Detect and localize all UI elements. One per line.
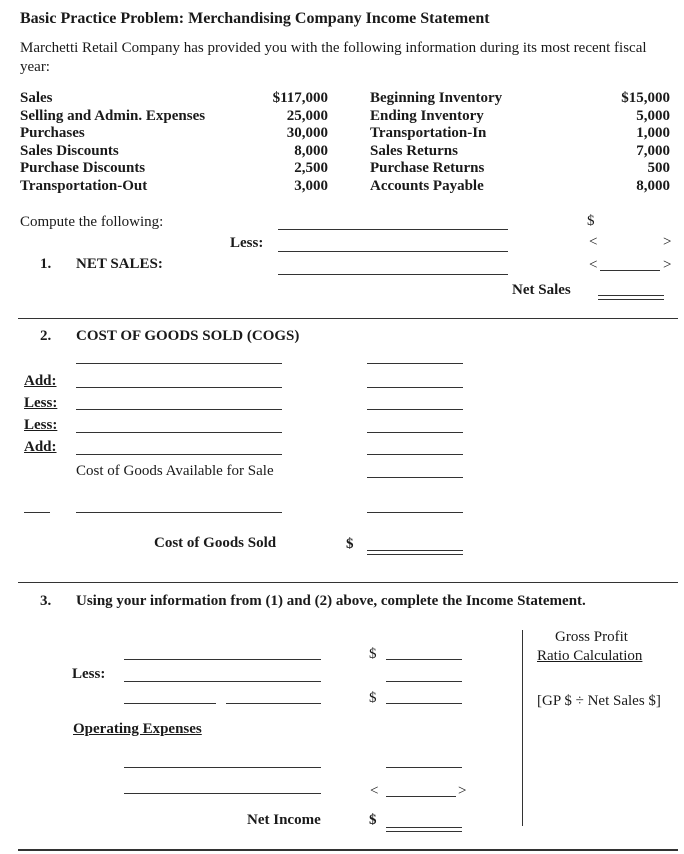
cogs-label-line[interactable]: [76, 409, 282, 410]
item-label: Purchases: [20, 125, 85, 141]
net-income-label: Net Income: [247, 812, 321, 828]
gt-bracket: >: [663, 234, 672, 250]
item-label: Ending Inventory: [370, 107, 484, 124]
section-title: NET SALES:: [76, 256, 163, 272]
is-amount-line[interactable]: [386, 681, 462, 682]
item-label: Transportation-Out: [20, 177, 148, 194]
is-label-line[interactable]: [124, 793, 321, 794]
item-label: Beginning Inventory: [370, 90, 503, 106]
intro-text: Marchetti Retail Company has provided you with the following information during its most recent fiscal year:: [20, 40, 647, 75]
cogs-amount-line[interactable]: [367, 512, 463, 513]
item-value: 2,500: [294, 160, 328, 176]
section-number: 1.: [40, 256, 52, 272]
net-sales-amount-line[interactable]: [600, 270, 660, 271]
section-title: COST OF GOODS SOLD (COGS): [76, 328, 300, 344]
item-label: Accounts Payable: [370, 177, 484, 194]
item-label: Sales Returns: [370, 142, 458, 159]
item-value: 8,000: [294, 142, 328, 159]
is-amount-line[interactable]: [386, 767, 462, 768]
gp-formula: [GP $ ÷ Net Sales $]: [537, 693, 661, 709]
left-values: [250, 90, 328, 195]
item-value: 25,000: [286, 107, 328, 124]
gp-subtitle: Ratio Calculation: [537, 648, 643, 664]
is-label-line[interactable]: [124, 767, 321, 768]
item-value: 500: [647, 160, 670, 176]
item-label: Sales Discounts: [20, 142, 119, 159]
cogs-amount-line[interactable]: [367, 363, 463, 364]
dollar-sign: $: [369, 646, 377, 662]
is-amount-line[interactable]: [386, 659, 462, 660]
is-label-line[interactable]: [124, 659, 321, 660]
section-number: 3.: [40, 593, 52, 609]
less-label: Less:: [230, 235, 264, 251]
less-label: Less:: [24, 395, 58, 411]
less-label: Less:: [72, 666, 106, 682]
gt-bracket: >: [663, 257, 672, 273]
page-title: Basic Practice Problem: Merchandising Company Income Statement: [20, 10, 490, 27]
item-value: 30,000: [286, 125, 328, 141]
bottom-divider: [18, 849, 678, 851]
add-label: Add:: [24, 373, 57, 389]
cogs-amount-line[interactable]: [367, 477, 463, 478]
cogs-amount-line[interactable]: [367, 432, 463, 433]
dollar-sign: $: [369, 812, 377, 828]
right-values: [590, 90, 670, 195]
item-label: Transportation-In: [370, 125, 487, 141]
cogas-label: Cost of Goods Available for Sale: [76, 463, 274, 479]
less-label: Less:: [24, 417, 58, 433]
lt-bracket: <: [589, 234, 598, 250]
item-value: 3,000: [294, 177, 328, 194]
cogs-label-line[interactable]: [76, 512, 282, 513]
is-label-line[interactable]: [124, 681, 321, 682]
item-value: $15,000: [621, 90, 670, 106]
add-label: Add:: [24, 439, 57, 455]
item-value: 5,000: [636, 107, 670, 124]
cogs-amount-line[interactable]: [367, 409, 463, 410]
cogs-label-line[interactable]: [76, 454, 282, 455]
dollar-sign: $: [369, 690, 377, 706]
item-label: Purchase Discounts: [20, 160, 146, 176]
gp-title: Gross Profit: [555, 629, 628, 645]
left-labels: [20, 90, 205, 195]
item-value: 8,000: [636, 177, 670, 194]
divider: [18, 582, 678, 583]
is-label-line-short[interactable]: [124, 703, 216, 704]
cogs-total-line[interactable]: [367, 550, 463, 555]
net-sales-label: Net Sales: [512, 282, 571, 298]
net-sales-line-3[interactable]: [278, 274, 508, 275]
item-label: Sales: [20, 90, 53, 106]
gt-bracket: >: [458, 783, 467, 799]
section-title: Using your information from (1) and (2) above, complete the Income Statement.: [76, 593, 586, 609]
section-number: 2.: [40, 328, 52, 344]
cogs-amount-line[interactable]: [367, 454, 463, 455]
item-label: Purchase Returns: [370, 160, 485, 176]
is-amount-line[interactable]: [386, 703, 462, 704]
net-income-total-line[interactable]: [386, 827, 462, 832]
lt-bracket: <: [589, 257, 598, 273]
net-sales-line-2[interactable]: [278, 251, 508, 252]
gp-box-border: [522, 630, 523, 826]
right-labels: [370, 90, 502, 195]
net-sales-line-1[interactable]: [278, 229, 508, 230]
cogs-label-line[interactable]: [76, 387, 282, 388]
compute-label: Compute the following:: [20, 214, 164, 230]
dollar-sign: $: [587, 213, 595, 229]
item-value: 1,000: [636, 125, 670, 141]
cogs-label: Cost of Goods Sold: [154, 535, 277, 551]
is-amount-line[interactable]: [386, 796, 456, 797]
item-value: $117,000: [272, 90, 328, 106]
dollar-sign: $: [346, 536, 354, 552]
opex-label: Operating Expenses: [73, 721, 202, 737]
is-label-line-short[interactable]: [226, 703, 321, 704]
net-sales-total-line[interactable]: [598, 295, 664, 300]
short-line[interactable]: [24, 512, 50, 513]
item-label: Selling and Admin. Expenses: [20, 107, 206, 124]
item-value: 7,000: [636, 142, 670, 159]
cogs-label-line[interactable]: [76, 363, 282, 364]
cogs-label-line[interactable]: [76, 432, 282, 433]
divider: [18, 318, 678, 319]
lt-bracket: <: [370, 783, 379, 799]
cogs-amount-line[interactable]: [367, 387, 463, 388]
